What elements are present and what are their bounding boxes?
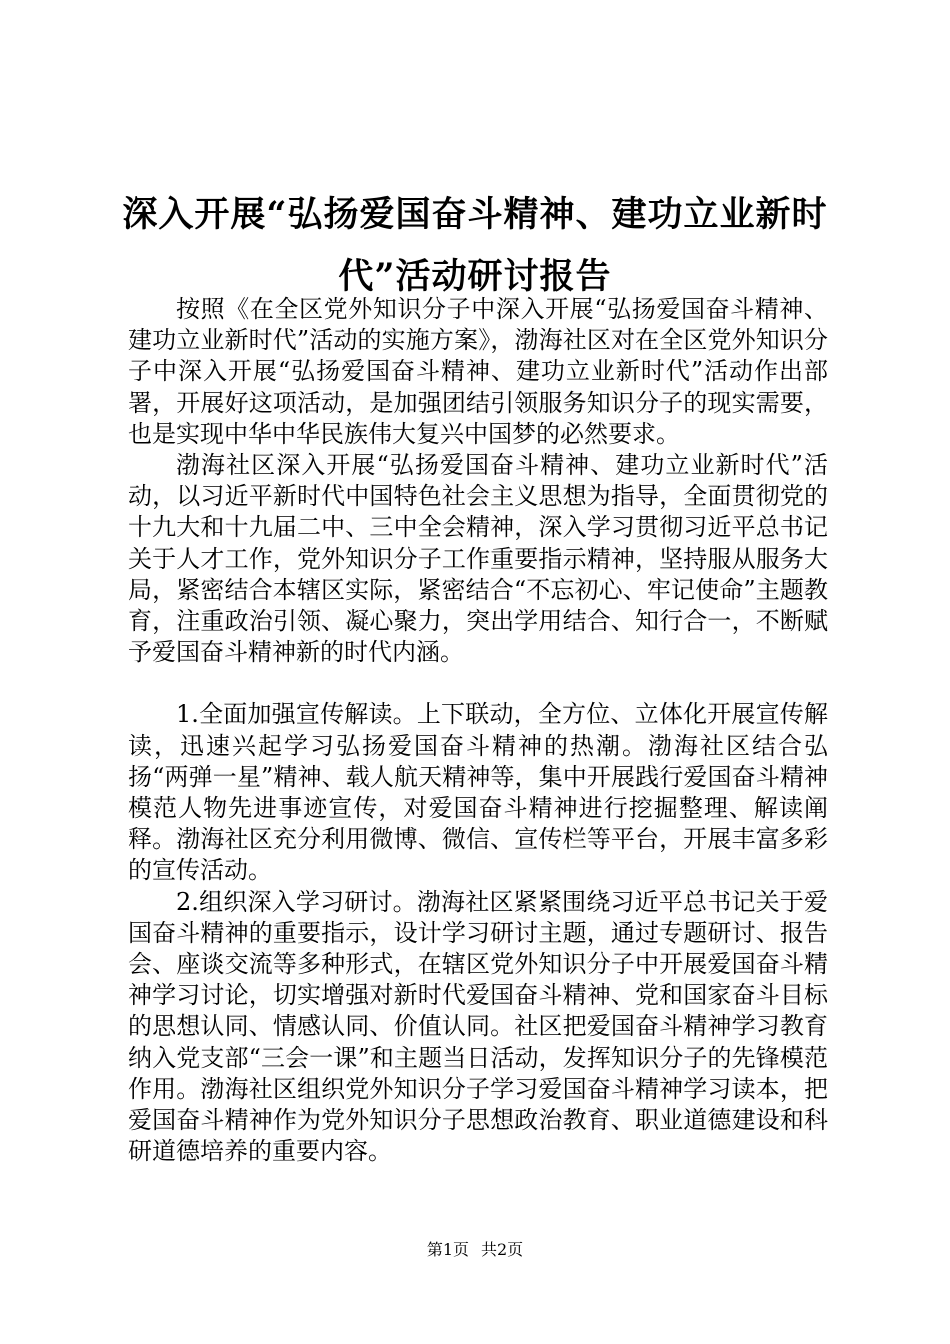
page-footer <box>0 1240 950 1260</box>
page-number-current: 第1页 <box>426 1240 469 1259</box>
document-title: 深入开展“弘扬爱国奋斗精神、建功立业新时代”活动研讨报告 <box>122 194 828 297</box>
paragraph-item-2: 2.组织深入学习研讨。渤海社区紧紧围绕习近平总书记关于爱国奋斗精神的重要指示，设计学习研讨主题，通过专题研讨、报告会、座谈交流等多种形式，在辖区党外知识分子中开展爱国奋斗精神学习讨论，切实增强对新时代爱国奋斗精神、党和国家奋斗目标的思想认同、情感认同、价值认同。社区把爱国奋斗精神学习教育纳入党支部“三会一课”和主题当日活动，发挥知识分子的先锋模范作用。渤海社区组织党外知识分子学习爱国奋斗精神学习读本，把爱国奋斗精神作为党外知识分子思想政治教育、职业道德建设和科研道德培养的重要内容。 <box>128 887 828 1166</box>
paragraph-intro: 按照《在全区党外知识分子中深入开展“弘扬爱国奋斗精神、建功立业新时代”活动的实施方案》，渤海社区对在全区党外知识分子中深入开展“弘扬爱国奋斗精神、建功立业新时代”活动作出部署，开展好这项活动，是加强团结引领服务知识分子的现实需要，也是实现中华中华民族伟大复兴中国梦的必然要求。 <box>128 295 828 448</box>
paragraph-overview: 渤海社区深入开展“弘扬爱国奋斗精神、建功立业新时代”活动，以习近平新时代中国特色社会主义思想为指导，全面贯彻党的十九大和十九届二中、三中全会精神，深入学习贯彻习近平总书记关于人才工作，党外知识分子工作重要指示精神，坚持服从服务大局，紧密结合本辖区实际，紧密结合“不忘初心、牢记使命”主题教育，注重政治引领、凝心聚力，突出学用结合、知行合一，不断赋予爱国奋斗精神新的时代内涵。 <box>128 451 828 667</box>
document-body <box>128 294 828 1167</box>
paragraph-item-1: 1.全面加强宣传解读。上下联动，全方位、立体化开展宣传解读，迅速兴起学习弘扬爱国奋斗精神的热潮。渤海社区结合弘扬“两弹一星”精神、载人航天精神等，集中开展践行爱国奋斗精神模范人物先进事迹宣传，对爱国奋斗精神进行挖掘整理、解读阐释。渤海社区充分利用微博、微信、宣传栏等平台，开展丰富多彩的宣传活动。 <box>128 700 828 885</box>
paragraph-spacer <box>128 668 828 699</box>
page-number-total: 共2页 <box>481 1240 524 1259</box>
